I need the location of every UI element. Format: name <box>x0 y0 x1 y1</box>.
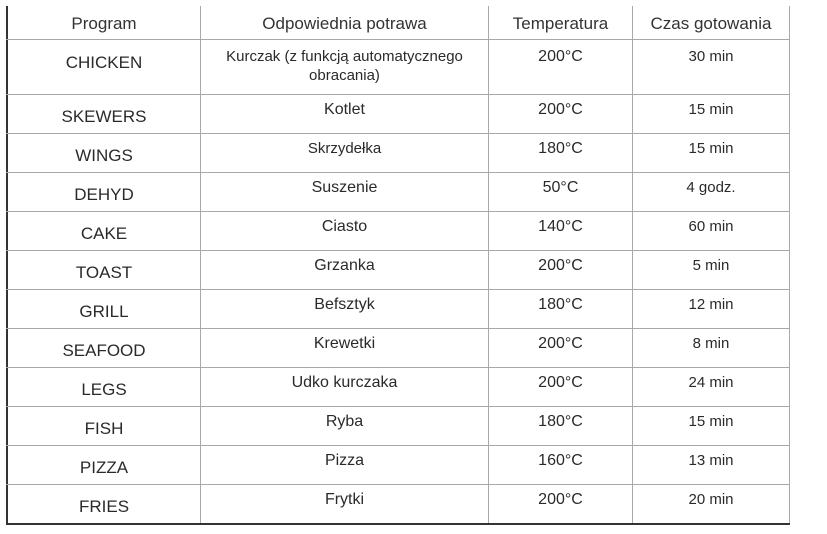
dish-cell: Pizza <box>200 446 488 484</box>
program-cell: WINGS <box>6 134 200 172</box>
time-cell: 13 min <box>632 446 790 484</box>
dish-cell: Kotlet <box>200 95 488 133</box>
table-row <box>6 134 790 173</box>
time-cell: 15 min <box>632 407 790 445</box>
program-cell: PIZZA <box>6 446 200 484</box>
header-program: Program <box>6 6 200 39</box>
table-header <box>6 6 790 40</box>
table-row <box>6 290 790 329</box>
time-cell: 20 min <box>632 485 790 523</box>
table-row <box>6 368 790 407</box>
header-dish: Odpowiednia potrawa <box>200 6 488 39</box>
table-row <box>6 95 790 134</box>
time-cell: 15 min <box>632 95 790 133</box>
temperature-cell: 180°C <box>488 290 632 328</box>
table-row <box>6 212 790 251</box>
time-cell: 4 godz. <box>632 173 790 211</box>
time-cell: 30 min <box>632 40 790 94</box>
program-cell: CAKE <box>6 212 200 250</box>
program-cell: FRIES <box>6 485 200 523</box>
temperature-cell: 200°C <box>488 329 632 367</box>
time-cell: 12 min <box>632 290 790 328</box>
program-cell: FISH <box>6 407 200 445</box>
table-row <box>6 173 790 212</box>
temperature-cell: 200°C <box>488 251 632 289</box>
dish-cell: Skrzydełka <box>200 134 488 172</box>
table-row <box>6 485 790 525</box>
program-cell: SKEWERS <box>6 95 200 133</box>
dish-cell: Befsztyk <box>200 290 488 328</box>
dish-cell: Krewetki <box>200 329 488 367</box>
cooking-programs-table <box>6 6 790 517</box>
dish-cell: Frytki <box>200 485 488 523</box>
table-row <box>6 407 790 446</box>
temperature-cell: 200°C <box>488 40 632 94</box>
temperature-cell: 200°C <box>488 95 632 133</box>
header-temperature: Temperatura <box>488 6 632 39</box>
program-cell: DEHYD <box>6 173 200 211</box>
dish-cell: Suszenie <box>200 173 488 211</box>
table-row <box>6 40 790 95</box>
dish-cell: Ciasto <box>200 212 488 250</box>
temperature-cell: 180°C <box>488 134 632 172</box>
header-time: Czas gotowania <box>632 6 790 39</box>
program-cell: CHICKEN <box>6 40 200 94</box>
program-cell: TOAST <box>6 251 200 289</box>
temperature-cell: 140°C <box>488 212 632 250</box>
program-cell: SEAFOOD <box>6 329 200 367</box>
table-row <box>6 251 790 290</box>
program-cell: LEGS <box>6 368 200 406</box>
temperature-cell: 200°C <box>488 368 632 406</box>
time-cell: 8 min <box>632 329 790 367</box>
dish-cell: Kurczak (z funkcją automatycznego obracania) <box>200 40 488 94</box>
time-cell: 15 min <box>632 134 790 172</box>
time-cell: 60 min <box>632 212 790 250</box>
dish-cell: Udko kurczaka <box>200 368 488 406</box>
time-cell: 24 min <box>632 368 790 406</box>
time-cell: 5 min <box>632 251 790 289</box>
temperature-cell: 160°C <box>488 446 632 484</box>
temperature-cell: 200°C <box>488 485 632 523</box>
dish-cell: Grzanka <box>200 251 488 289</box>
table-row <box>6 329 790 368</box>
temperature-cell: 50°C <box>488 173 632 211</box>
dish-cell: Ryba <box>200 407 488 445</box>
table-row <box>6 446 790 485</box>
temperature-cell: 180°C <box>488 407 632 445</box>
program-cell: GRILL <box>6 290 200 328</box>
